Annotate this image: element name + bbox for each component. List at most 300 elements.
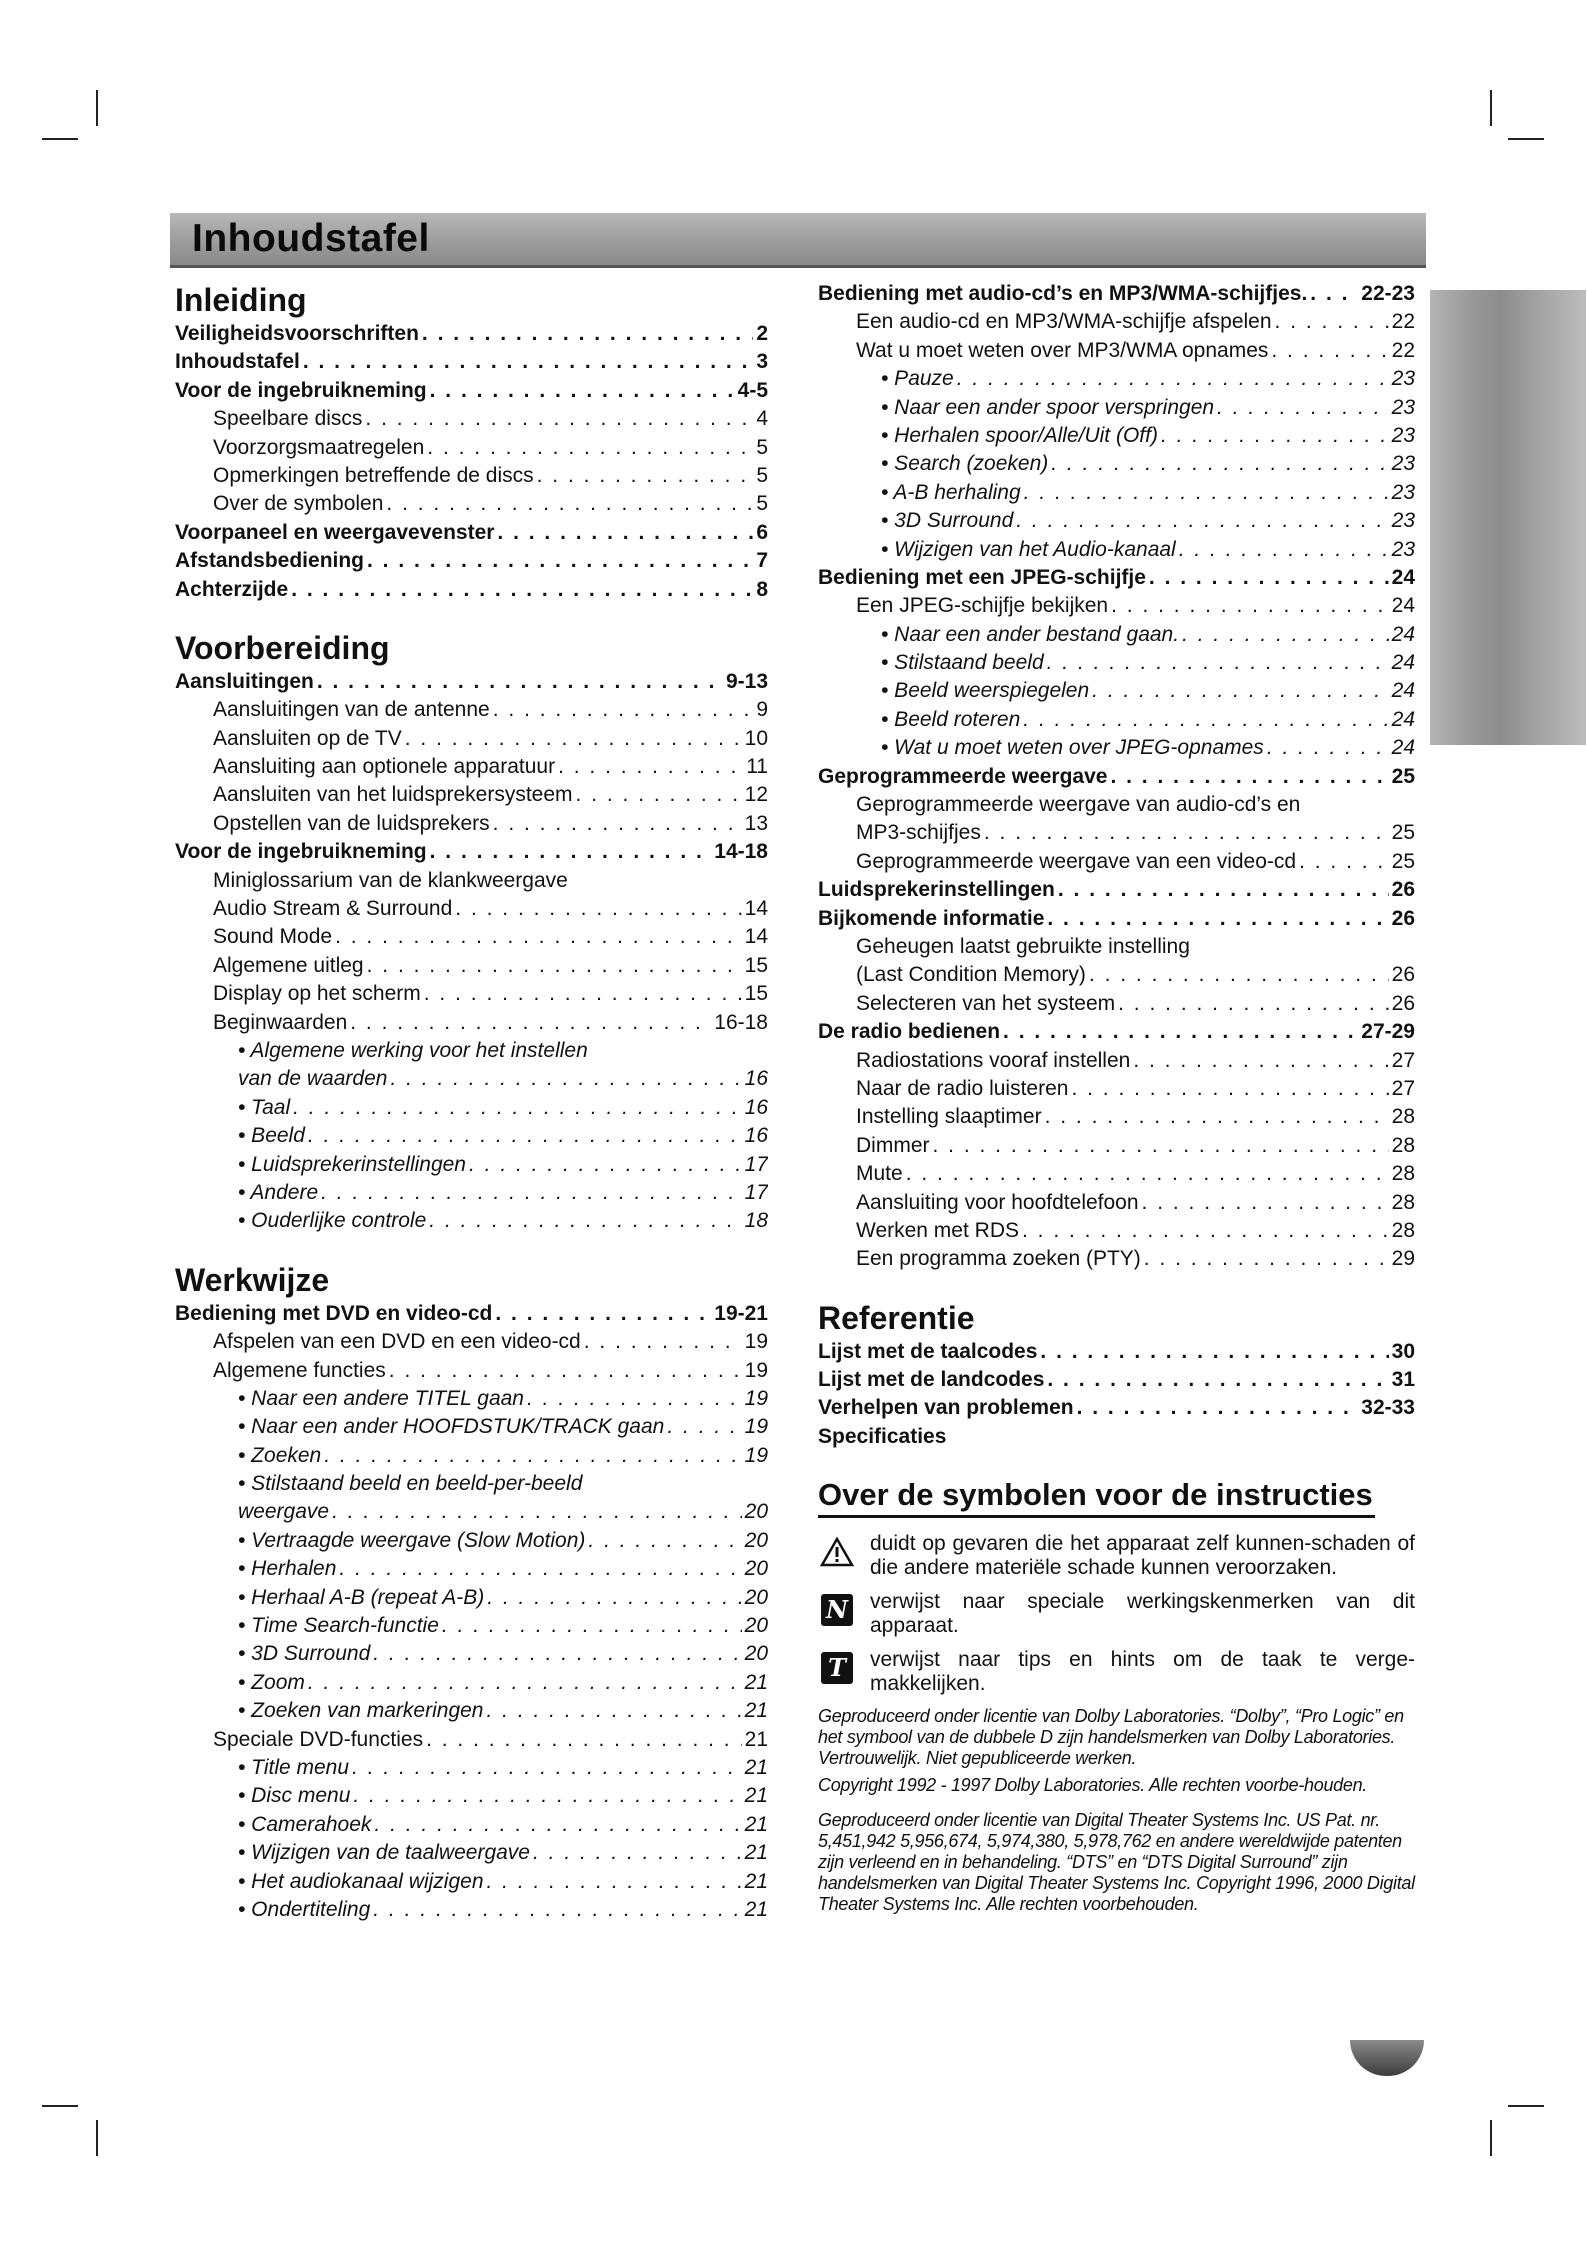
toc-right-entries	[818, 280, 1415, 1274]
toc-entry	[175, 1640, 768, 1668]
crop-mark	[96, 2120, 98, 2156]
toc-leader-dots	[1217, 394, 1389, 422]
toc-entry-title: • A-B herhaling	[881, 480, 1021, 504]
toc-page-number: 21	[744, 1727, 768, 1751]
toc-leader-dots	[906, 1160, 1389, 1188]
toc-page-number: 20	[744, 1585, 768, 1609]
toc-entry-title: Afspelen van een DVD en een video-cd	[213, 1330, 581, 1354]
toc-page-number: 15	[744, 953, 768, 977]
toc-leader-dots	[426, 1726, 742, 1754]
toc-leader-dots	[1024, 479, 1389, 507]
toc-entry	[175, 952, 768, 980]
toc-leader-dots	[1275, 308, 1389, 336]
toc-entry-title: Geprogrammeerde weergave van audio-cd’s en	[856, 793, 1301, 817]
toc-leader-dots	[1110, 763, 1388, 791]
toc-page-number: 9	[756, 698, 768, 722]
toc-entry	[175, 781, 768, 809]
symbol-note-text: verwijst naar speciale werkingskenmerken van dit apparaat.	[870, 1590, 1415, 1638]
toc-entry-title: Audio Stream & Surround	[213, 897, 453, 921]
toc-leader-dots	[1111, 592, 1389, 620]
toc-page-number: 20	[744, 1500, 768, 1524]
toc-entry-title: Speelbare discs	[213, 407, 363, 431]
toc-entry-title: • Naar een andere TITEL gaan	[238, 1386, 524, 1410]
toc-entry-title: Bediening met een JPEG-schijfje	[818, 565, 1146, 589]
toc-entry	[175, 405, 768, 433]
toc-page-number: 4-5	[737, 378, 768, 402]
toc-entry	[175, 1555, 768, 1583]
toc-entry-title: • Wat u moet weten over JPEG-opnames	[881, 736, 1264, 760]
toc-entry-title: • Disc menu	[238, 1784, 351, 1808]
toc-leader-dots	[1092, 677, 1388, 705]
toc-entry-title: • Vertraagde weergave (Slow Motion)	[238, 1528, 586, 1552]
toc-entry	[175, 1669, 768, 1697]
toc-entry	[818, 621, 1415, 649]
toc-entry-title: Opstellen van de luidsprekers	[213, 811, 490, 835]
section-heading-referentie: Referentie	[818, 1299, 975, 1336]
toc-page-number: 20	[744, 1642, 768, 1666]
toc-page-number: 24	[1391, 565, 1415, 589]
toc-page-number: 16	[744, 1095, 768, 1119]
toc-entry-title: Voorpaneel en weergavevenster	[175, 520, 495, 544]
toc-leader-dots	[1047, 1366, 1388, 1394]
note-icon-glyph: N	[821, 1594, 853, 1626]
toc-page-number: 29	[1391, 1247, 1415, 1271]
toc-entry	[175, 810, 768, 838]
toc-entry	[175, 1782, 768, 1810]
toc-entry-title: • Andere	[238, 1180, 319, 1204]
toc-entry-title: Wat u moet weten over MP3/WMA opnames	[856, 338, 1269, 362]
toc-leader-dots	[321, 1179, 742, 1207]
toc-page-number: 5	[756, 492, 768, 516]
toc-leader-dots	[374, 1811, 741, 1839]
page-number-badge	[1350, 2040, 1424, 2076]
toc-page-number: 20	[744, 1614, 768, 1638]
toc-entry	[175, 1726, 768, 1754]
toc-entry	[818, 734, 1415, 762]
toc-entry	[818, 1018, 1415, 1046]
toc-leader-dots	[430, 377, 735, 405]
toc-leader-dots	[308, 1122, 742, 1150]
toc-page-number: 24	[1391, 736, 1415, 760]
toc-leader-dots	[1045, 1103, 1389, 1131]
toc-leader-dots	[386, 490, 753, 518]
toc-page-number: 21	[744, 1755, 768, 1779]
toc-entry	[175, 980, 768, 1008]
toc-entry	[818, 1103, 1415, 1131]
toc-entry-title: • Ondertiteling	[238, 1897, 371, 1921]
toc-entry-title: • Herhalen	[238, 1557, 337, 1581]
toc-entry-title: • Search (zoeken)	[881, 452, 1049, 476]
section-heading: Werkwijze	[175, 1261, 330, 1298]
toc-leader-dots	[429, 1207, 741, 1235]
toc-leader-dots	[308, 1669, 742, 1697]
toc-page-number: 20	[744, 1557, 768, 1581]
toc-page-number: 32-33	[1361, 1396, 1415, 1420]
toc-page-number: 21	[744, 1897, 768, 1921]
toc-entry-title: Voor de ingebruikneming	[175, 840, 427, 864]
toc-leader-dots	[1142, 1189, 1389, 1217]
toc-page-number: 2	[756, 322, 768, 345]
toc-entry-title: Veiligheidsvoorschriften	[175, 322, 419, 345]
toc-leader-dots	[373, 1640, 741, 1668]
crop-mark	[1490, 2120, 1492, 2156]
page-title-bar	[170, 213, 1426, 268]
toc-page-number: 4	[756, 407, 768, 431]
toc-entry	[175, 1442, 768, 1470]
toc-leader-dots	[1179, 536, 1389, 564]
toc-page-number: 21	[744, 1699, 768, 1723]
toc-entry	[818, 1245, 1415, 1273]
toc-leader-dots	[430, 838, 712, 866]
toc-entry	[175, 1179, 768, 1207]
toc-entry-title: Algemene uitleg	[213, 953, 364, 977]
legal-dolby: Geproduceerd onder licentie van Dolby Laboratories. “Dolby”, “Pro Logic” en het symbool van de dubbele D zijn handelsmerken van Dolby Laboratories. Vertrouwelijk. Niet gepubliceerde werken.	[818, 1706, 1404, 1769]
toc-page-number: 21	[744, 1869, 768, 1893]
toc-leader-dots	[1182, 621, 1389, 649]
toc-page-number: 28	[1391, 1218, 1415, 1242]
toc-entry-title: Voor de ingebruikneming	[175, 378, 427, 402]
toc-page-number: 21	[744, 1812, 768, 1836]
toc-leader-dots	[293, 1094, 742, 1122]
toc-page-number: 13	[744, 811, 768, 835]
toc-entry	[818, 1217, 1415, 1245]
toc-entry	[175, 1413, 768, 1441]
toc-entry	[818, 564, 1415, 592]
toc-entry-title: • Beeld weerspiegelen	[881, 679, 1090, 703]
toc-entry-title: Werken met RDS	[856, 1218, 1019, 1242]
toc-leader-dots	[367, 952, 742, 980]
toc-entry-title: • Naar een ander bestand gaan.	[881, 622, 1180, 646]
toc-entry-title: Aansluiting aan optionele apparatuur	[213, 755, 556, 779]
toc-entry-title: weergave	[238, 1500, 330, 1524]
toc-entry-title: • Herhaal A-B (repeat A-B)	[238, 1585, 485, 1609]
toc-entry	[175, 320, 768, 348]
toc-entry	[175, 1584, 768, 1612]
toc-entry-title: • Beeld roteren	[881, 707, 1021, 731]
toc-leader-dots	[576, 781, 742, 809]
toc-entry	[175, 462, 768, 490]
toc-entry	[818, 536, 1415, 564]
toc-entry-title: • Het audiokanaal wijzigen	[238, 1869, 484, 1893]
toc-page-number: 24	[1391, 707, 1415, 731]
toc-leader-dots	[367, 547, 753, 575]
toc-leader-dots	[497, 519, 753, 547]
toc-leader-dots	[1133, 1047, 1388, 1075]
toc-page-number: 26	[1391, 991, 1415, 1015]
symbol-note-row	[818, 1590, 1415, 1638]
toc-leader-dots	[1003, 1018, 1358, 1046]
toc-page-number: 28	[1391, 1190, 1415, 1214]
note-icon	[818, 1592, 856, 1628]
toc-entry	[175, 1896, 768, 1924]
toc-page-number: 19	[744, 1358, 768, 1382]
toc-leader-dots	[424, 980, 742, 1008]
toc-page-number: 14	[744, 925, 768, 949]
toc-entry-title: • Time Search-functie	[238, 1614, 439, 1638]
toc-page-number: 21	[744, 1670, 768, 1694]
toc-entry-title: Radiostations vooraf instellen	[856, 1048, 1131, 1072]
toc-page-number: 11	[746, 755, 768, 779]
toc-page-number: 21	[744, 1784, 768, 1808]
toc-page-number: 16	[744, 1067, 768, 1091]
section-heading: Voorbereiding	[175, 629, 390, 666]
toc-entry-title: • Wijzigen van de taalweergave	[238, 1841, 530, 1865]
toc-entry	[175, 668, 768, 696]
symbol-warning-row	[818, 1532, 1415, 1580]
toc-entry	[175, 547, 768, 575]
toc-page-number: 23	[1391, 367, 1415, 391]
toc-page-number: 5	[756, 463, 768, 487]
toc-page-number: 14-18	[714, 840, 768, 864]
toc-leader-dots	[493, 810, 742, 838]
toc-page-number: 26	[1391, 963, 1415, 987]
toc-entry	[175, 1151, 768, 1179]
toc-entry	[818, 337, 1415, 365]
toc-entry-title: Aansluitingen	[175, 669, 314, 693]
toc-page-number: 30	[1391, 1339, 1415, 1363]
toc-entry-title: Een JPEG-schijfje bekijken	[856, 594, 1109, 618]
toc-entry-title: • Zoeken	[238, 1443, 322, 1467]
toc-entry	[175, 923, 768, 951]
toc-entry-title: (Last Condition Memory)	[856, 963, 1086, 987]
toc-page-number: 14	[744, 897, 768, 921]
toc-entry-title: • 3D Surround	[238, 1642, 371, 1666]
toc-entry-title: Specificaties	[818, 1424, 947, 1448]
toc-entry	[818, 961, 1415, 989]
toc-entry-title: Aansluiten van het luidsprekersysteem	[213, 783, 573, 807]
symbols-heading: Over de symbolen voor de instructies	[818, 1475, 1375, 1518]
toc-entry-title: • Stilstaand beeld en beeld-per-beeld	[238, 1472, 583, 1496]
toc-entry-title: Een programma zoeken (PTY)	[856, 1247, 1141, 1271]
toc-page-number: 7	[756, 549, 768, 573]
toc-leader-dots	[493, 696, 754, 724]
toc-page-number: 9-13	[725, 669, 768, 693]
toc-page-number: 22-23	[1361, 282, 1415, 305]
toc-leader-dots	[588, 1527, 741, 1555]
toc-entry-title: Dimmer	[856, 1133, 930, 1157]
toc-leader-dots	[1040, 1338, 1388, 1366]
toc-page-number: 12	[744, 783, 768, 807]
symbol-warning-text: duidt op gevaren die het apparaat zelf kunnen-schaden of die andere materiële schade kunnen veroorzaken.	[870, 1532, 1415, 1580]
legal-dolby-copyright: Copyright 1992 - 1997 Dolby Laboratories. Alle rechten voorbe-houden.	[818, 1775, 1367, 1796]
toc-entry-title: • Stilstaand beeld	[881, 651, 1044, 675]
toc-page-number: 15	[744, 982, 768, 1006]
toc-entry	[818, 1394, 1415, 1422]
toc-page-number: 25	[1391, 849, 1415, 873]
toc-page-number: 26	[1391, 906, 1415, 930]
toc-entry-title: Aansluiting voor hoofdtelefoon	[856, 1190, 1139, 1214]
toc-entry	[175, 1697, 768, 1725]
toc-leader-dots	[1051, 450, 1388, 478]
toc-leader-dots	[1118, 990, 1389, 1018]
toc-entry-title: Display op het scherm	[213, 982, 421, 1006]
toc-leader-dots	[332, 1498, 742, 1526]
toc-leader-dots	[303, 348, 753, 376]
toc-entry	[175, 725, 768, 753]
toc-leader-dots	[1310, 280, 1358, 308]
toc-page-number: 28	[1391, 1162, 1415, 1186]
toc-leader-dots	[1071, 1075, 1388, 1103]
toc-entry-title: • 3D Surround	[881, 509, 1014, 533]
toc-entry	[818, 848, 1415, 876]
toc-leader-dots	[1016, 507, 1388, 535]
toc-leader-dots	[527, 1385, 742, 1413]
toc-leader-dots	[495, 1300, 711, 1328]
toc-leader-dots	[667, 1413, 741, 1441]
toc-page-number: 31	[1391, 1368, 1415, 1392]
toc-leader-dots	[533, 1839, 742, 1867]
toc-right-column	[818, 280, 1415, 1915]
symbol-tip-row	[818, 1648, 1415, 1696]
toc-entry	[175, 867, 768, 895]
toc-leader-dots	[1267, 734, 1389, 762]
toc-entry-title: • Zoeken van markeringen	[238, 1699, 484, 1723]
toc-entry	[175, 1328, 768, 1356]
section-heading: Inleiding	[175, 282, 307, 318]
toc-leader-dots	[373, 1896, 741, 1924]
toc-entry-title: Inhoudstafel	[175, 350, 300, 374]
toc-entry	[818, 1160, 1415, 1188]
toc-page-number: 6	[756, 520, 768, 544]
toc-entry-title: Achterzijde	[175, 577, 289, 601]
toc-entry	[175, 377, 768, 405]
toc-entry	[818, 990, 1415, 1018]
toc-entry	[818, 308, 1415, 336]
toc-page-number: 22	[1391, 310, 1415, 334]
toc-entry-title: Een audio-cd en MP3/WMA-schijfje afspelen	[856, 310, 1272, 334]
toc-leader-dots	[487, 1584, 741, 1612]
toc-page-number: 27	[1391, 1048, 1415, 1072]
toc-leader-dots	[353, 1782, 741, 1810]
toc-entry-title: Sound Mode	[213, 925, 333, 949]
crop-mark	[42, 138, 78, 140]
warning-triangle-icon	[818, 1534, 856, 1570]
toc-entry	[818, 706, 1415, 734]
toc-entry	[818, 507, 1415, 535]
chapter-tab-decoration	[1430, 290, 1586, 745]
toc-page-number: 23	[1391, 537, 1415, 561]
toc-page-number: 23	[1391, 480, 1415, 504]
toc-entry-title: Beginwaarden	[213, 1010, 348, 1034]
toc-leader-dots	[469, 1151, 742, 1179]
toc-page-number: 19-21	[714, 1301, 768, 1325]
toc-page-number: 27	[1391, 1076, 1415, 1100]
toc-entry	[818, 1338, 1415, 1366]
toc-leader-dots	[389, 1357, 742, 1385]
toc-page-number: 26	[1391, 878, 1415, 902]
toc-leader-dots	[1161, 422, 1389, 450]
toc-entry	[175, 1498, 768, 1526]
toc-entry-title: Lijst met de taalcodes	[818, 1339, 1038, 1363]
toc-entry-title: • Zoom	[238, 1670, 305, 1694]
toc-entry	[818, 677, 1415, 705]
toc-entry	[175, 1385, 768, 1413]
toc-entry	[175, 1754, 768, 1782]
toc-entry-title: Afstandsbediening	[175, 549, 365, 573]
toc-page-number: 3	[756, 350, 768, 374]
toc-page-number: 17	[744, 1152, 768, 1176]
toc-page-number: 28	[1391, 1133, 1415, 1157]
crop-mark	[42, 2105, 78, 2107]
toc-page-number: 22	[1391, 338, 1415, 362]
toc-entry	[175, 1527, 768, 1555]
toc-entry-title: • Ouderlijke controle	[238, 1209, 427, 1233]
toc-leader-dots	[335, 923, 742, 951]
toc-reference-entries	[818, 1338, 1415, 1452]
toc-leader-dots	[317, 668, 723, 696]
toc-entry	[818, 1423, 1415, 1451]
page-title: Inhoudstafel	[192, 217, 430, 260]
toc-leader-dots	[352, 1754, 742, 1782]
toc-entry	[175, 838, 768, 866]
toc-entry	[175, 1357, 768, 1385]
toc-entry-title: Naar de radio luisteren	[856, 1076, 1069, 1100]
toc-page-number: 20	[744, 1528, 768, 1552]
toc-entry-title: Selecteren van het systeem	[856, 991, 1116, 1015]
toc-entry	[818, 819, 1415, 847]
toc-page-number: 16	[744, 1124, 768, 1148]
toc-leader-dots	[984, 819, 1389, 847]
toc-entry-title: Miniglossarium van de klankweergave	[213, 868, 568, 892]
toc-entry	[175, 1207, 768, 1235]
toc-entry-title: • Title menu	[238, 1755, 350, 1779]
tip-icon-glyph: T	[821, 1652, 853, 1684]
toc-entry-title: Bediening met audio-cd’s en MP3/WMA-schijfjes.	[818, 282, 1308, 305]
toc-entry	[175, 519, 768, 547]
toc-leader-dots	[487, 1868, 742, 1896]
toc-leader-dots	[537, 462, 754, 490]
toc-page-number: 24	[1391, 622, 1415, 646]
toc-entry	[818, 1366, 1415, 1394]
toc-leader-dots	[1022, 1217, 1389, 1245]
toc-section-entries	[175, 320, 768, 604]
crop-mark	[1508, 138, 1544, 140]
toc-page-number: 18	[744, 1209, 768, 1233]
toc-entry-title: Aansluiten op de TV	[213, 726, 402, 750]
toc-entry-title: Voorzorgsmaatregelen	[213, 435, 425, 459]
toc-page-number: 28	[1391, 1105, 1415, 1129]
toc-entry	[175, 696, 768, 724]
toc-entry-title: Bediening met DVD en video-cd	[175, 1301, 493, 1325]
toc-entry-title: • Luidsprekerinstellingen	[238, 1152, 466, 1176]
crop-mark	[96, 90, 98, 126]
toc-entry-title: • Algemene werking voor het instellen	[238, 1038, 588, 1062]
toc-entry	[175, 434, 768, 462]
toc-entry	[818, 905, 1415, 933]
toc-leader-dots	[405, 725, 742, 753]
toc-entry	[818, 280, 1415, 308]
toc-entry	[818, 365, 1415, 393]
toc-page-number: 19	[744, 1386, 768, 1410]
toc-entry	[818, 394, 1415, 422]
toc-page-number: 23	[1391, 452, 1415, 476]
tip-icon	[818, 1650, 856, 1686]
toc-entry-title: Luidsprekerinstellingen	[818, 878, 1055, 902]
toc-entry	[175, 1868, 768, 1896]
legal-dts: Geproduceerd onder licentie van Digital Theater Systems Inc. US Pat. nr. 5,451,942 5,956,674, 5,974,380, 5,978,762 en andere wereldwijde patenten zijn verleend en in behandeling. “DTS” en “DTS Digital Surround” zijn handelsmerken van Digital Theater Systems Inc. Copyright 1996, 2000 Digital Theater Systems Inc. Alle rechten voorbehouden.	[818, 1810, 1415, 1915]
toc-entry-title: • Naar een ander spoor verspringen	[881, 395, 1215, 419]
toc-entry-title: Verhelpen van problemen	[818, 1396, 1074, 1420]
toc-entry-title: Opmerkingen betreffende de discs	[213, 463, 534, 487]
toc-entry-title: • Wijzigen van het Audio-kanaal	[881, 537, 1176, 561]
toc-page-number: 19	[744, 1443, 768, 1467]
toc-entry-title: Lijst met de landcodes	[818, 1368, 1045, 1392]
toc-section-entries	[175, 1300, 768, 1925]
toc-leader-dots	[933, 1132, 1389, 1160]
toc-leader-dots	[1149, 564, 1389, 592]
toc-entry	[818, 479, 1415, 507]
toc-leader-dots	[1089, 961, 1389, 989]
